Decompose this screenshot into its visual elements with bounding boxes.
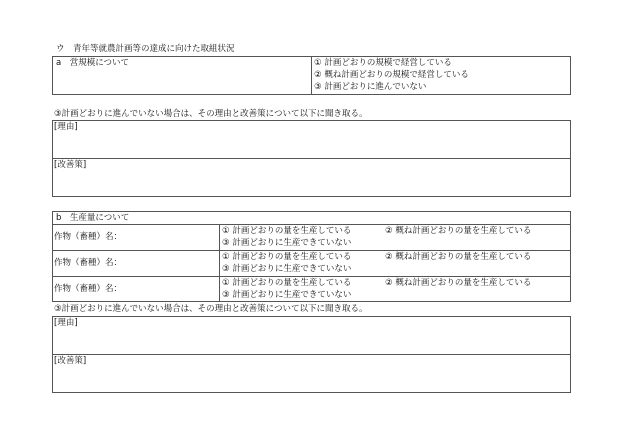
production-row2-option-2[interactable]: ② 概ね計画どおりの量を生産している bbox=[385, 252, 532, 262]
crop-name-field-2[interactable] bbox=[130, 252, 217, 274]
reason-label-1: [理由] bbox=[54, 122, 78, 132]
reason-improvement-divider-2 bbox=[52, 354, 571, 355]
management-scale-option-1[interactable]: ① 計画どおりの規模で経営している bbox=[314, 58, 452, 68]
note-not-on-plan-2: ③計画どおりに進んでいない場合は、その理由と改善策について以下に聞き取る。 bbox=[54, 304, 368, 314]
reason-field-1[interactable] bbox=[53, 134, 570, 157]
crop-name-label-2: 作物（畜種）名： bbox=[54, 258, 123, 268]
production-row1-option-1[interactable]: ① 計画どおりの量を生産している bbox=[222, 226, 352, 236]
production-row-divider-2 bbox=[52, 276, 571, 277]
improvement-label-1: [改善策] bbox=[54, 160, 87, 170]
production-label: b 生産量について bbox=[56, 213, 130, 223]
production-row3-option-3[interactable]: ③ 計画どおりに生産できていない bbox=[222, 290, 352, 300]
crop-name-label-1: 作物（畜種）名： bbox=[54, 232, 123, 242]
management-scale-option-3[interactable]: ③ 計画どおりに進んでいない bbox=[314, 82, 427, 92]
note-not-on-plan-1: ③計画どおりに進んでいない場合は、その理由と改善策について以下に聞き取る。 bbox=[54, 109, 368, 119]
improvement-field-1[interactable] bbox=[53, 172, 570, 196]
production-row3-option-2[interactable]: ② 概ね計画どおりの量を生産している bbox=[385, 278, 532, 288]
section-title: ウ 青年等就農計画等の達成に向けた取組状況 bbox=[56, 44, 235, 54]
production-row3-option-1[interactable]: ① 計画どおりの量を生産している bbox=[222, 278, 352, 288]
production-row1-option-3[interactable]: ③ 計画どおりに生産できていない bbox=[222, 238, 352, 248]
production-row2-option-3[interactable]: ③ 計画どおりに生産できていない bbox=[222, 264, 352, 274]
production-row1-option-2[interactable]: ② 概ね計画どおりの量を生産している bbox=[385, 226, 532, 236]
management-scale-divider bbox=[311, 56, 312, 95]
crop-name-field-1[interactable] bbox=[130, 226, 217, 248]
production-header-divider bbox=[52, 224, 571, 225]
improvement-field-2[interactable] bbox=[53, 368, 570, 392]
management-scale-label: a 営規模について bbox=[56, 58, 130, 68]
management-scale-option-2[interactable]: ② 概ね計画どおりの規模で経営している bbox=[314, 70, 469, 80]
production-col-divider bbox=[219, 224, 220, 302]
reason-field-2[interactable] bbox=[53, 330, 570, 353]
improvement-label-2: [改善策] bbox=[54, 356, 87, 366]
production-row2-option-1[interactable]: ① 計画どおりの量を生産している bbox=[222, 252, 352, 262]
crop-name-label-3: 作物（畜種）名： bbox=[54, 284, 123, 294]
production-row-divider-1 bbox=[52, 250, 571, 251]
crop-name-field-3[interactable] bbox=[130, 278, 217, 300]
reason-improvement-divider-1 bbox=[52, 158, 571, 159]
reason-label-2: [理由] bbox=[54, 318, 78, 328]
